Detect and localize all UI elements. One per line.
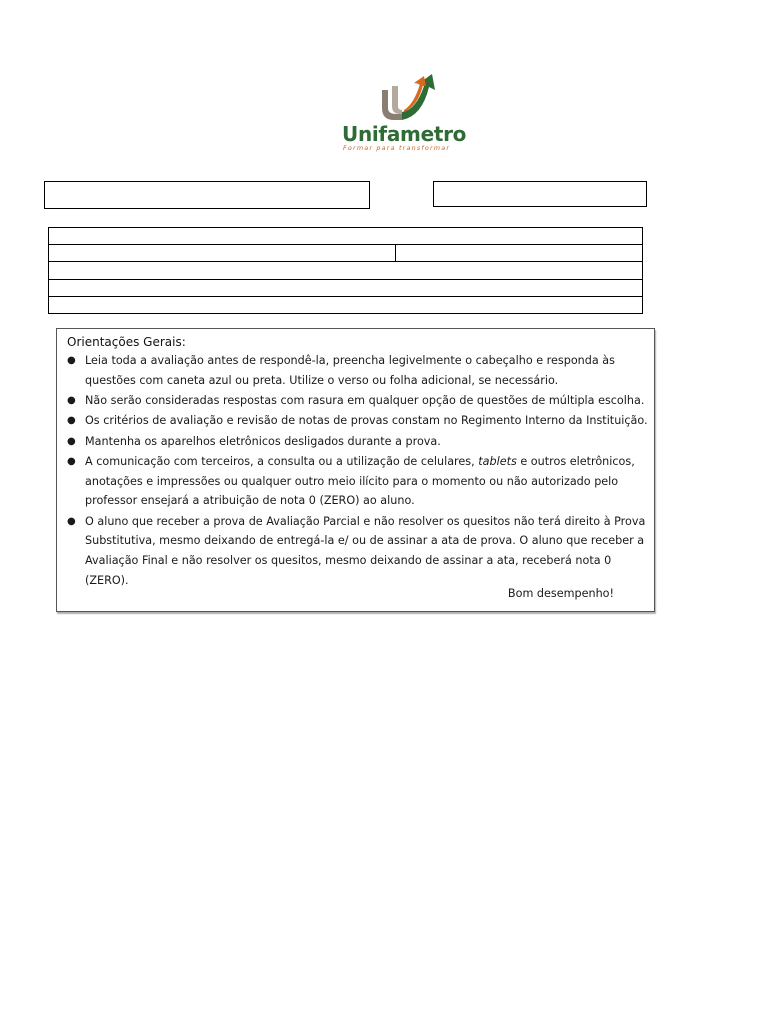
grid-row-line (49, 296, 642, 297)
list-item: ● Os critérios de avaliação e revisão de notas de provas constam no Regimento Interno da Instituição. (63, 411, 648, 431)
guidelines-title: Orientações Gerais: (67, 335, 186, 349)
unifametro-logo-icon (378, 74, 436, 120)
bullet-icon: ● (67, 415, 76, 427)
logo-tagline: Formar para transformar (343, 144, 451, 152)
closing-message: Bom desempenho! (507, 587, 614, 600)
list-item: ● Não serão consideradas respostas com rasura em qualquer opção de questões de múltipla escolha. (63, 391, 648, 411)
grid-row-line (49, 279, 642, 280)
list-item: ● Leia toda a avaliação antes de respondê-la, preencha legivelmente o cabeçalho e responda às questões com caneta azul ou preta. Utilize o verso ou folha adicional, se necessário. (63, 351, 648, 390)
bullet-icon: ● (67, 394, 76, 406)
guidelines-list (63, 351, 648, 591)
list-item: ● A comunicação com terceiros, a consulta ou a utilização de celulares, tablets e outros eletrônicos, anotações e impressões ou qualquer outro meio ilícito para o momento ou não autorizado pelo professor ensejará a atribuição de nota 0 (ZERO) ao aluno. (63, 452, 648, 511)
student-info-grid (48, 227, 643, 314)
header-field-right[interactable] (433, 181, 647, 207)
bullet-icon: ● (67, 355, 76, 366)
grid-column-split (395, 244, 396, 261)
unifametro-logo (338, 74, 468, 154)
bullet-icon: ● (67, 515, 76, 527)
header-field-left[interactable] (44, 181, 370, 209)
list-item: ● Mantenha os aparelhos eletrônicos desligados durante a prova. (63, 432, 648, 452)
grid-row-line (49, 244, 642, 245)
general-guidelines-box (56, 328, 655, 612)
logo-wordmark: Unifametro (342, 122, 467, 146)
bullet-icon: ● (67, 435, 76, 447)
bullet-icon: ● (67, 456, 76, 468)
grid-row-line (49, 261, 642, 262)
list-item: ● O aluno que receber a prova de Avaliação Parcial e não resolver os quesitos não terá direito à Prova Substitutiva, mesmo deixando de entregá-la e/ ou de assinar a ata de prova. O aluno que receber a Avaliação Final e não resolver os quesitos, mesmo deixando de assinar a ata, receberá nota 0 (ZERO). (63, 512, 648, 590)
